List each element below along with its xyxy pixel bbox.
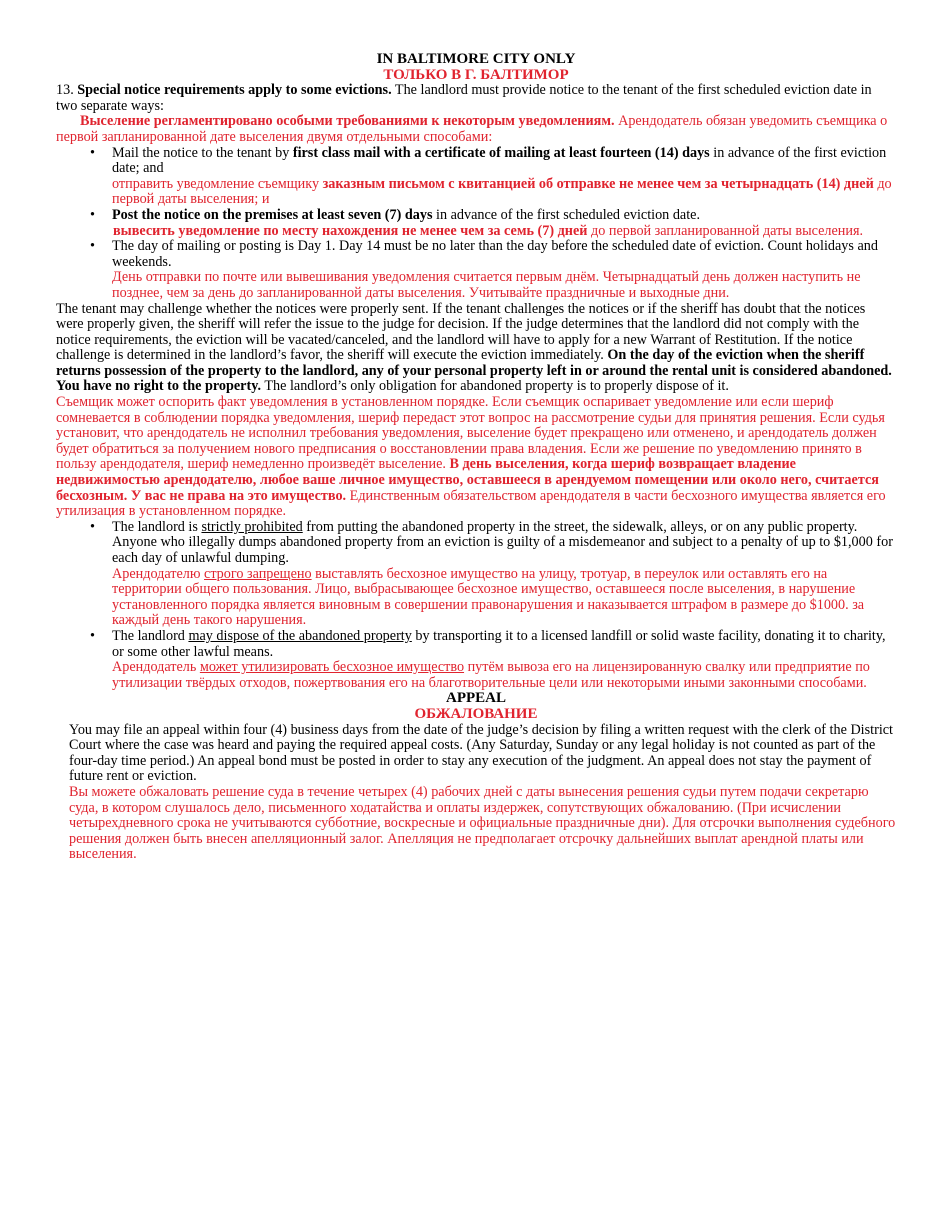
item-number: 13. [56, 82, 74, 99]
bullet-icon: • [90, 518, 95, 535]
item-13-ru [56, 114, 896, 145]
list-item: • Post the notice on the premises at least seven (7) days in advance of the first scheduled eviction date. [90, 206, 700, 223]
bullet-icon: • [90, 627, 95, 644]
section-title-en: IN BALTIMORE CITY ONLY [376, 51, 576, 67]
appeal-title-ru: ОБЖАЛОВАНИЕ [414, 705, 538, 722]
appeal-title-en: APPEAL [446, 690, 506, 707]
list-item-ru: отправить уведомление съемщику заказным письмом с квитанцией об отправке не менее чем за четырнадцать (14) дней до первой даты выселения; и [112, 175, 892, 208]
item-13-lead-ru: Выселение регламентировано особыми требованиями к некоторым уведомлениям. [80, 113, 615, 130]
list-item: • Mail the notice to the tenant by first class mail with a certificate of mailing at least fourteen (14) days in advance of the first eviction date; and [90, 144, 887, 177]
challenge-paragraph-en: The tenant may challenge whether the notices were properly sent. If the tenant challenges the notices or if the sheriff has doubt that the notices were properly given, the sheriff will refer the issue to the judge for decision. If the judge determines that the landlord did not comply with the notice requirements, the eviction will be vacated/canceled, and the landlord will have to apply for a new Warrant of Restitution. If the notice challenge is determined in the landlord’s favor, the sheriff will execute the eviction immediately. On the day of the eviction when the sheriff returns possession of the property to the landlord, any of your personal property left in or around the rental unit is considered abandoned. You have no right to the property. The landlord’s only obligation for abandoned property is to properly dispose of it. [56, 300, 892, 395]
item-13-en [56, 83, 896, 114]
document-page [56, 52, 896, 863]
list-item-ru: Арендодатель может утилизировать бесхозное имущество путём вывоза его на лицензированную свалку или предприятие по утилизации твёрдых отходов, пожертвования его на благотворительные цели или некоторыми иными законными способами. [112, 659, 870, 691]
list-item: • The landlord may dispose of the abandoned property by transporting it to a licensed landfill or solid waste facility, donating it to charity, or some other lawful means. [90, 627, 886, 660]
item-13-text-en: The landlord must provide notice to the tenant of the first scheduled eviction date in two separate ways: [56, 82, 872, 114]
challenge-paragraph-ru: Съемщик может оспорить факт уведомления в установленном порядке. Если съемщик оспаривает уведомление или если шериф сомневается в соблюдении порядка уведомления, шериф передаст этот вопрос на рассмотрение судьи для принятия решения. Если судья установит, что арендодатель не исполнил требования уведомления, выселение будет прекращено или отменено, и арендодатель должен будет обратиться за получением нового предписания о восстановлении права владения. Если же решение по уведомлению принято в пользу арендодателя, шериф немедленно произведёт выселение. В день выселения, когда шериф возвращает владение недвижимостью арендодателю, любое ваше личное имущество, оставшееся в арендуемом помещении или около него, считается бесхозным. У вас не права на это имущество. Единственным обязательством арендодателя в части бесхозного имущества является его утилизация в установленном порядке. [56, 394, 886, 520]
list-item: • The day of mailing or posting is Day 1. Day 14 must be no later than the day before the scheduled date of eviction. Count holidays and weekends. [90, 238, 878, 270]
appeal-paragraph-en: You may file an appeal within four (4) business days from the date of the judge’s decision by filing a written request with the clerk of the District Court where the case was heard and paying the required appeal costs. (Any Saturday, Sunday or any legal holiday is not counted as part of the four-day time period.) An appeal bond must be posted in order to stay any execution of the judgment. An appeal does not stay the payment of future rent or eviction. [69, 721, 893, 785]
list-item-ru: вывесить уведомление по месту нахождения не менее чем за семь (7) дней до первой запланированной даты выселения. [113, 222, 864, 239]
appeal-paragraph-ru: Вы можете обжаловать решение суда в течение четырех (4) рабочих дней с даты вынесения решения судьи путем подачи секретарю суда, в котором слушалось дело, письменного ходатайства и оплаты издержек, сопутствующих обжалованию. (При исчислении четырехдневного срока не учитываются субботние, воскресные и официальные праздничные дни). Для отсрочки выполнения судебного решения должен быть внесен апелляционный залог. Апелляция не предполагает отсрочку дальнейших выплат арендной платы или выселения. [69, 783, 896, 863]
disposal-rules-list [56, 520, 896, 692]
list-item-ru: Арендодателю строго запрещено выставлять бесхозное имущество на улицу, тротуар, в переулок или оставлять его на территории общего пользования. Лицо, выбрасывающее бесхозное имущество, оставшееся после выселения, в нарушение установленного порядка является виновным в совершении правонарушения и наказывается штрафом в размере до $1000. за каждый день такого нарушения. [112, 565, 865, 629]
notice-methods-list [56, 146, 896, 302]
bullet-icon: • [90, 238, 95, 255]
list-item: • The landlord is strictly prohibited from putting the abandoned property in the street, the sidewalk, alleys, or on any public property. Anyone who illegally dumps abandoned property from an eviction is guilty of a misdemeanor and subject to a penalty of up to $1,000 for each day of unlawful dumping. [90, 518, 893, 566]
item-13-text-ru: Арендодатель обязан уведомить съемщика о первой запланированной дате выселения двумя отдельными способами: [56, 113, 888, 145]
bullet-icon: • [90, 144, 95, 161]
section-title-ru: ТОЛЬКО В Г. БАЛТИМОР [383, 66, 569, 83]
item-13-lead-en: Special notice requirements apply to some evictions. [77, 82, 392, 99]
list-item-ru: День отправки по почте или вывешивания уведомления считается первым днём. Четырнадцатый день должен наступить не позднее, чем за день до запланированной даты выселения. Учитывайте праздничные и выходные дни. [112, 269, 861, 301]
bullet-icon: • [90, 206, 95, 223]
